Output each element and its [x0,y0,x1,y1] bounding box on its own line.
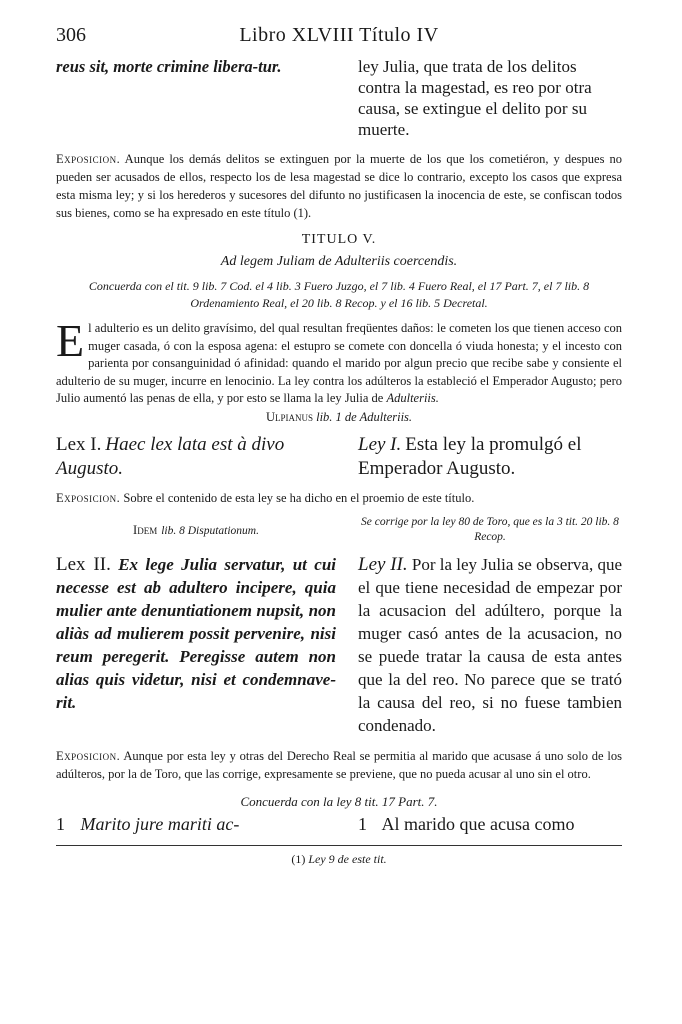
lex2-latin-num: Lex II. [56,553,111,575]
lex1-spanish-text: Esta ley la promulgó el Emperador Augusto. [358,433,582,479]
para-num: 1 [56,813,65,834]
exposicion-3 [56,747,622,783]
last-row [56,814,622,835]
lex2-latin [56,553,336,737]
concordance-note: Concuerda con el tit. 9 lib. 7 Cod. el 4 lib. 3 Fuero Juzgo, el 7 lib. 4 Fuero Real, el 17 Part. 7, el 7 lib. 8 Ordenamiento Real, el 20 lib. 8 Recop. y el 16 lib. 5 Decretal. [88,279,590,310]
spanish-text-top: ley Julia, que trata de los delitos contra la magestad, es reo por otra causa, se extingue el delito por su muerte. [358,57,592,139]
exposicion-text: Sobre el contenido de esta ley se ha dicho en el proemio de este título. [123,490,475,505]
lex2-columns [56,553,622,737]
lex2-spanish-text: Por la ley Julia se observa, que el que tiene necesidad de empezar por la acusacion del adúltero, porque la muger casó antes de la acusacion, no se puede tratar la causa de esta antes que la del reo. No parece que se trató la causa del reo, si no fuese tambien condenado. [358,554,623,735]
exposicion-label: Exposicion. [56,748,121,763]
footnote-rule [56,845,622,846]
title-subtitle: Ad legem Juliam de Adulteriis coercendis. [220,254,458,269]
lex2-spanish-num: Ley II. [358,553,408,575]
exposicion-2 [56,489,622,507]
exposicion-1 [56,150,622,222]
footnote-mark: (1) [291,851,306,866]
intro-text: l adulterio es un delito gravísimo, del qual resultan freqüentes daños: le cometen los que tienen acceso con muger casada, ó con la esposa agena: el estupro se comete con doncella ó viuda honesta; y el incesto con parienta por consanguinidad ó afinidad: quando el marido por algun precio que recibe sabe y consiente el adulterio de su muger, incurre en lenocinio. La ley contra los adúlteros la estableció el Emperador Augusto; pero Julio aumentó las penas de ella, y por esto se llama la ley Julia de [56,321,622,405]
last-latin-text: Marito jure mariti ac- [80,813,240,834]
footnote [56,852,622,867]
corrige-note: Se corrige por la ley 80 de Toro, que es la 3 tit. 20 lib. 8 Recop. [361,515,619,543]
lex1-spanish-num: Ley I. [358,433,402,455]
lex1-spanish [358,433,622,481]
intro-text-italic: Adulteriis. [386,391,439,405]
author-ref: lib. 1 de Adulteriis. [316,409,413,424]
lex1-latin [56,433,336,481]
lex2-latin-text: Ex lege Julia servatur, ut cui necesse est ab adultero incipere, quia mulier ante denuntiationem nupsit, non aliàs ad mulierem possit pervenire, nisi reum peregerit. Peregisse autem non alias quis videtur, nisi et condemnave-rit. [56,554,336,712]
footnote-text: Ley 9 de este tit. [308,851,387,866]
exposicion-text: Aunque los demás delitos se extinguen por la muerte de los que los cometiéron, y despues no pueden ser acusados de ellos, respecto los de lesa magestad se dice lo contrario, excepto los casos que expresa esta misma ley; y si los herederos y sucesores del difunto no justificasen la inocencia de este, se confiscan todos sus bienes, como se ha expresado en este título (1). [56,152,623,220]
intro-paragraph [56,315,622,408]
latin-text-top: reus sit, morte crimine libera-tur. [56,57,282,76]
idem-name: Idem [133,522,158,537]
para-num: 1 [358,813,367,834]
page-number: 306 [56,24,86,46]
exposicion-label: Exposicion. [56,152,121,166]
exposicion-text: Aunque por esta ley y otras del Derecho Real se permitia al marido que acusase á uno solo de los adúlteros, por la de Toro, que las corrige, expresamente se previene, que no pueda acusar al uno sin el otro. [56,748,623,781]
exposicion-label: Exposicion. [56,490,121,505]
top-columns [56,56,622,140]
idem-row [56,515,622,545]
last-spanish-text: Al marido que acusa como [381,813,575,834]
concordance-note-2: Concuerda con la ley 8 tit. 17 Part. 7. [240,793,438,809]
ulpianus-attribution [56,410,622,425]
lex1-latin-text: Haec lex lata est à divo Augusto. [56,433,285,479]
drop-cap: E [56,315,85,366]
running-title: Libro XLVIII Título IV [239,24,439,46]
last-spanish [358,814,622,835]
author-name: Ulpianus [265,409,313,424]
book-page [56,22,622,867]
lex1-latin-num: Lex I. [56,433,102,455]
lex2-spanish [358,553,622,737]
lex1-columns [56,433,622,481]
idem-attribution [56,521,336,539]
last-latin [56,814,336,835]
idem-ref: lib. 8 Disputationum. [161,524,259,537]
title-heading: TITULO V. [301,232,377,247]
page-header [56,22,622,56]
